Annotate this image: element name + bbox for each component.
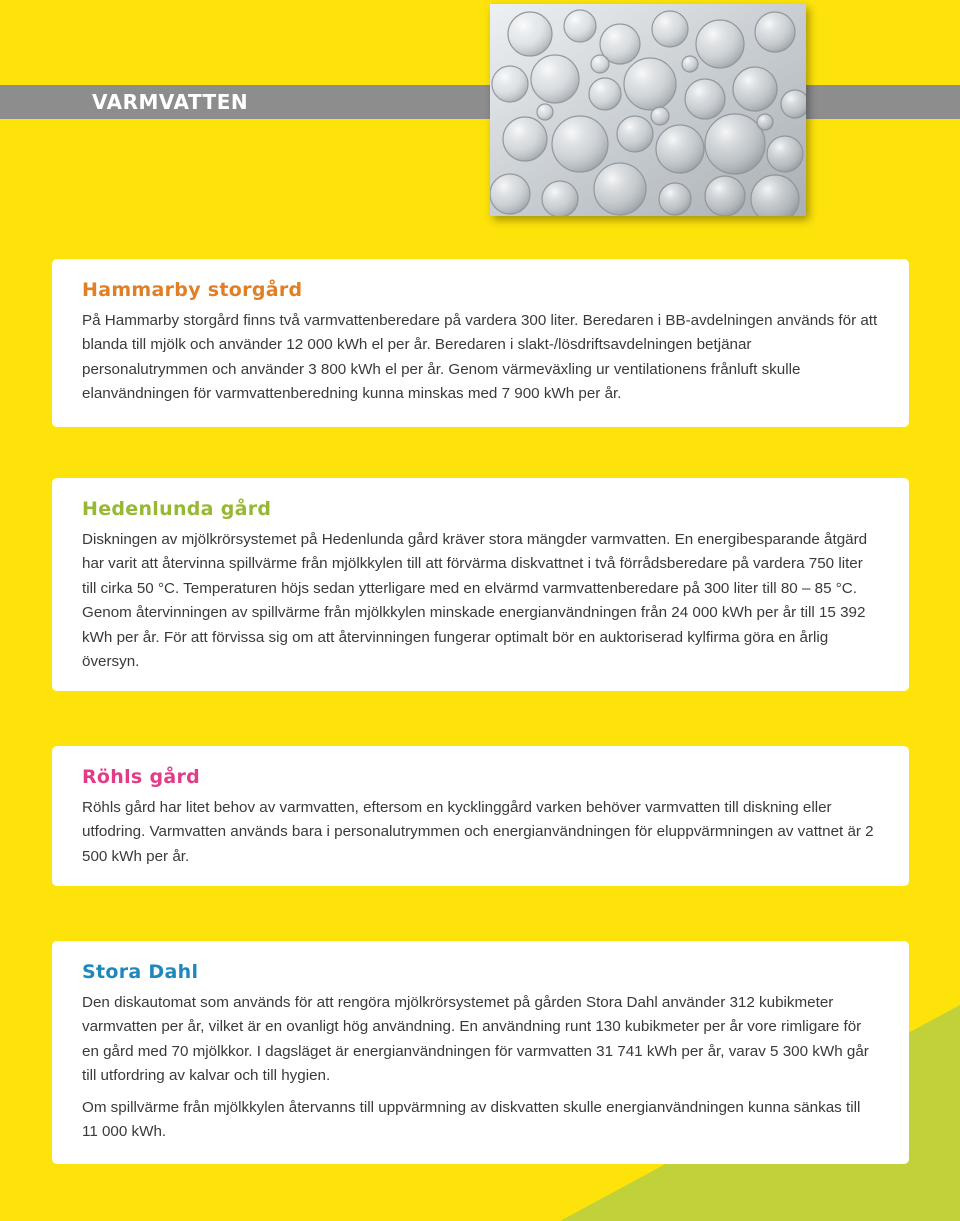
section-title: Hedenlunda gård	[82, 498, 272, 520]
section-paragraph: Röhls gård har litet behov av varmvatten, eftersom en kycklinggård varken behöver varmvatten till diskning eller utfodring. Varmvatten används bara i personalutrymmen och energianvändningen för eluppvärmningen av vattnet är 2 500 kWh per år.	[82, 799, 874, 865]
section-paragraph: Om spillvärme från mjölkkylen återvanns till uppvärmning av diskvatten skulle energianvändningen kunna sänkas till 11 000 kWh.	[82, 1098, 861, 1141]
page-title: VARMVATTEN	[92, 90, 249, 114]
header-band	[0, 85, 960, 119]
section-paragraph: På Hammarby storgård finns två varmvattenberedare på vardera 300 liter. Beredaren i BB-avdelningen används för att blanda till mjölk och använder 12 000 kWh el per år. Beredaren i slakt-/lösdriftsavdelningen betjänar personalutrymmen och använder 3 800 kWh el per år. Genom värmeväxling ur ventilationens frånluft skulle elanvändningen för varmvattenberedning kunna minskas med 7 900 kWh per år.	[82, 312, 878, 403]
bubbles-image	[490, 4, 806, 216]
section-stora-dahl	[52, 941, 909, 1164]
section-hammarby-storgard	[52, 259, 909, 427]
section-title: Hammarby storgård	[82, 279, 303, 301]
water-bubbles-photo	[490, 4, 806, 216]
section-rohls-gard	[52, 746, 909, 886]
section-paragraph: Diskningen av mjölkrörsystemet på Hedenlunda gård kräver stora mängder varmvatten. En energibesparande åtgärd har varit att återvinna spillvärme från mjölkkylen till att förvärma diskvattnet i två förrådsberedare på vardera 750 liter till cirka 50 °C. Temperaturen höjs sedan ytterligare med en elvärmd varmvattenberedare på 300 liter till 80 – 85 °C. Genom återvinningen av spillvärme från mjölkkylen minskade energianvändningen från 24 000 kWh per år till 15 392 kWh per år. För att förvissa sig om att återvinningen fungerar optimalt bör en auktoriserad kylfirma göra en årlig översyn.	[82, 531, 868, 671]
section-paragraph: Den diskautomat som används för att rengöra mjölkrörsystemet på gården Stora Dahl använder 312 kubikmeter varmvatten per år, vilket är en ovanligt hög användning. En användning runt 130 kubikmeter per år vore rimligare för en gård med 70 mjölkkor. I dagsläget är energianvändningen för varmvatten 31 741 kWh per år, varav 5 300 kWh går till utfordring av kalvar och till hygien.	[82, 994, 869, 1085]
section-hedenlunda-gard	[52, 478, 909, 691]
section-title: Röhls gård	[82, 766, 201, 788]
section-title: Stora Dahl	[82, 961, 199, 983]
